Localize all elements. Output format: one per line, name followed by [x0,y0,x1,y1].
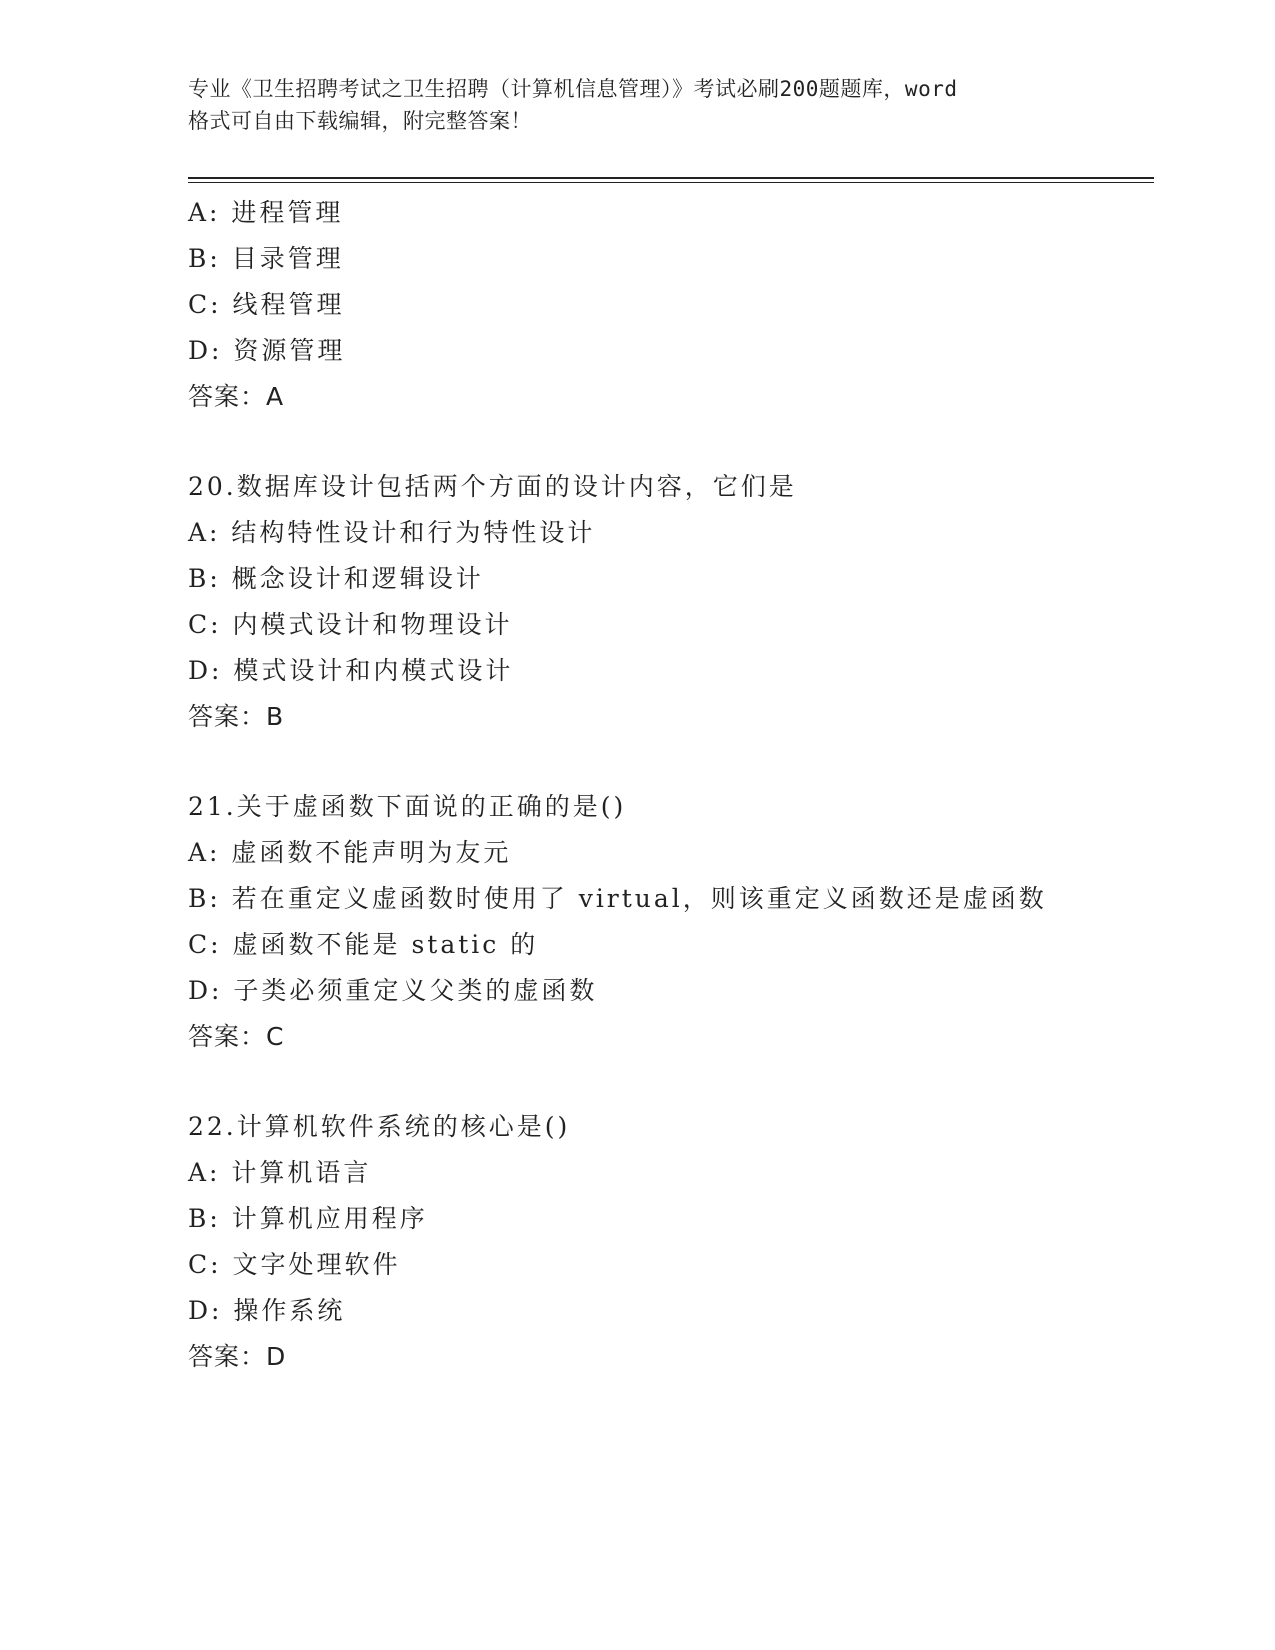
question-text: 21.关于虚函数下面说的正确的是() [188,792,627,821]
header-line-1: 专业《卫生招聘考试之卫生招聘（计算机信息管理）》考试必刷200题题库，word [188,77,958,101]
question-block-22 [188,1104,1148,1380]
answer-line: 答案：A [188,382,285,411]
option-a: A: 计算机语言 [188,1158,372,1187]
option-a: A: 虚函数不能声明为友元 [188,838,512,867]
option-a: A: 结构特性设计和行为特性设计 [188,518,596,547]
question-text: 22.计算机软件系统的核心是() [188,1112,571,1141]
header-divider-thick [188,177,1154,179]
option-b: B: 概念设计和逻辑设计 [188,564,484,593]
question-block-19 [188,190,1148,420]
option-c: C: 文字处理软件 [188,1250,401,1279]
header-divider-thin [188,182,1154,183]
document-header [188,73,1088,137]
spacer [188,740,1148,784]
option-b: B: 若在重定义虚函数时使用了 virtual，则该重定义函数还是虚函数 [188,884,1047,913]
option-c: C: 内模式设计和物理设计 [188,610,513,639]
question-block-21 [188,784,1148,1060]
option-b: B: 目录管理 [188,244,344,273]
header-line-2: 格式可自由下载编辑，附完整答案！ [188,109,532,133]
question-block-20 [188,464,1148,740]
spacer [188,1060,1148,1104]
answer-line: 答案：C [188,1022,285,1051]
spacer [188,420,1148,464]
option-d: D: 资源管理 [188,336,346,365]
option-c: C: 虚函数不能是 static 的 [188,930,539,959]
option-a: A: 进程管理 [188,198,344,227]
option-d: D: 模式设计和内模式设计 [188,656,514,685]
question-text: 20.数据库设计包括两个方面的设计内容，它们是 [188,472,797,501]
answer-line: 答案：D [188,1342,287,1371]
question-list [188,190,1148,1380]
option-d: D: 子类必须重定义父类的虚函数 [188,976,598,1005]
option-d: D: 操作系统 [188,1296,346,1325]
answer-line: 答案：B [188,702,285,731]
option-c: C: 线程管理 [188,290,345,319]
option-b: B: 计算机应用程序 [188,1204,428,1233]
